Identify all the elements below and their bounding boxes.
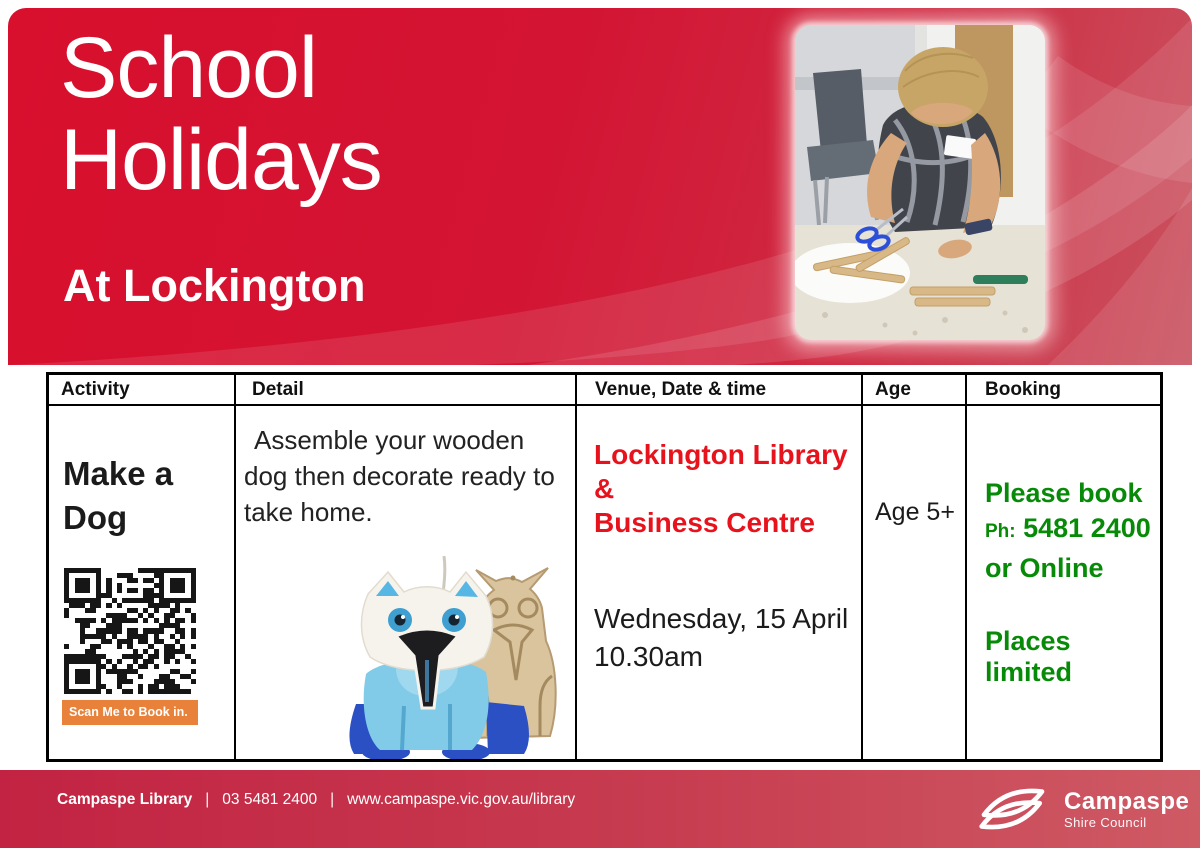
campaspe-leaf-icon xyxy=(972,780,1054,838)
footer-phone: 03 5481 2400 xyxy=(222,791,318,808)
council-logo xyxy=(972,780,1189,838)
age-cell xyxy=(863,406,965,759)
booking-cell xyxy=(967,406,1160,759)
footer-library-name: Campaspe Library xyxy=(57,791,193,808)
header-banner xyxy=(8,8,1192,365)
venue-cell xyxy=(577,406,861,759)
activity-table xyxy=(46,372,1163,762)
booking-phone-number: 5481 2400 xyxy=(1023,513,1151,543)
booking-or-online: or Online xyxy=(985,553,1104,583)
dog-craft-image xyxy=(326,556,573,759)
photo-illustration xyxy=(795,25,1045,340)
booking-please-book: Please book xyxy=(985,478,1143,508)
page-title xyxy=(60,22,382,206)
footer-website: www.campaspe.vic.gov.au/library xyxy=(347,791,576,808)
footer-separator-1: | xyxy=(205,791,210,808)
activity-name: Make a Dog xyxy=(63,455,174,536)
footer-separator-2: | xyxy=(330,791,335,808)
title-line-1: School xyxy=(60,20,317,116)
council-logo-text xyxy=(1064,789,1189,830)
column-header-activity: Activity xyxy=(49,375,234,404)
qr-code xyxy=(62,566,198,696)
activity-cell xyxy=(49,406,234,759)
detail-cell xyxy=(236,406,575,759)
column-header-venue: Venue, Date & time xyxy=(577,375,861,404)
booking-info xyxy=(967,406,1160,688)
header-photo xyxy=(795,25,1045,340)
event-datetime: Wednesday, 15 April 10.30am xyxy=(594,603,849,672)
title-line-2: Holidays xyxy=(60,112,382,208)
venue-name: Lockington Library & Business Centre xyxy=(594,439,848,538)
detail-text: Assemble your wooden dog then decorate ready to take home. xyxy=(244,425,555,527)
phone-label: Ph: xyxy=(985,521,1016,542)
age-value: Age 5+ xyxy=(875,498,955,526)
footer-contact-line xyxy=(57,791,575,809)
column-header-age: Age xyxy=(863,375,965,404)
council-subname: Shire Council xyxy=(1064,814,1147,830)
page-subtitle: At Lockington xyxy=(63,260,366,311)
booking-places-limited: Places limited xyxy=(985,626,1073,687)
column-header-booking: Booking xyxy=(967,375,1160,404)
qr-caption: Scan Me to Book in. xyxy=(62,700,198,725)
booking-phone-line xyxy=(985,510,1160,550)
column-header-detail: Detail xyxy=(236,375,575,404)
council-name: Campaspe xyxy=(1064,787,1190,815)
footer-bar xyxy=(0,770,1200,848)
